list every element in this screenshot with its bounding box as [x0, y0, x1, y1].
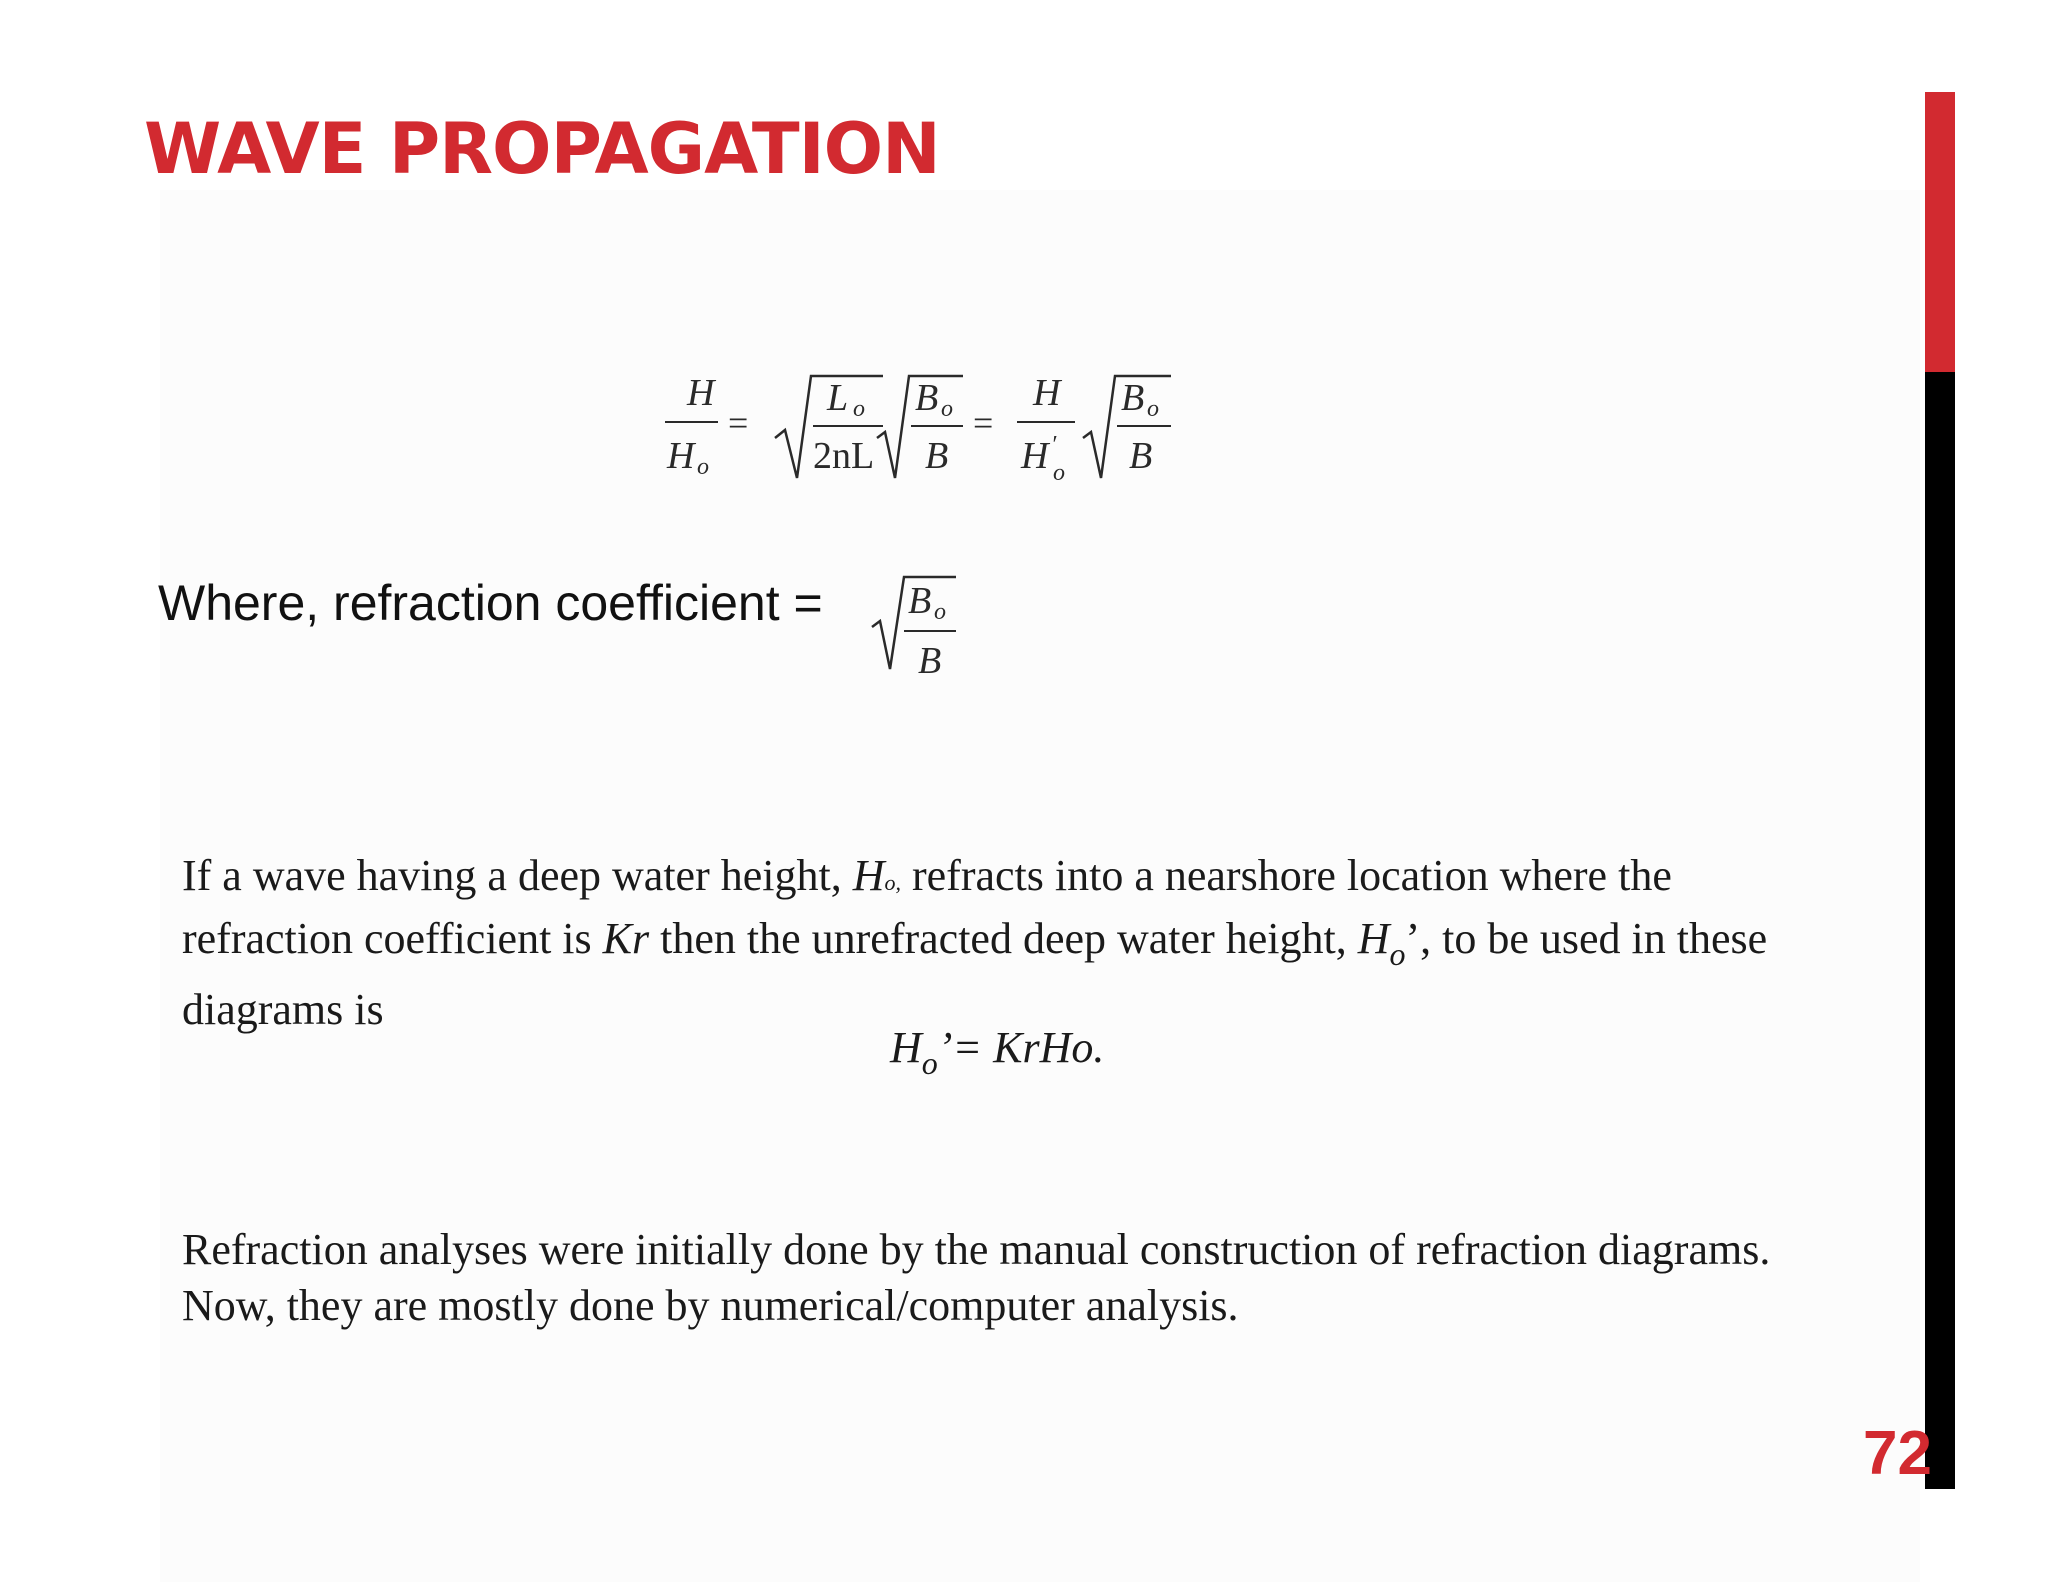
formula-r1-num-sub: o: [853, 396, 865, 422]
formula-lhs-num: H: [687, 372, 715, 414]
formula-f3-den: H: [1021, 435, 1049, 477]
side-bar: [1925, 92, 1955, 1489]
formula-r2-num: B: [915, 377, 939, 419]
coefficient-num: B: [908, 580, 932, 622]
formula-r3-num-sub: o: [1147, 396, 1159, 422]
formula-f3-den-prime: ′: [1051, 432, 1057, 458]
equation-rhs: ’= KrHo.: [937, 1023, 1105, 1072]
para1-h2: H: [1357, 914, 1390, 963]
formula-lhs-den-sub: o: [697, 454, 709, 480]
formula-r1-den: 2nL: [813, 435, 875, 477]
coefficient-den: B: [918, 640, 942, 682]
coefficient-num-sub: o: [934, 599, 946, 625]
formula-r1-num: L: [827, 377, 849, 419]
refraction-formula: [655, 360, 1195, 500]
para1-h: H: [852, 851, 885, 900]
formula-equals-2: =: [973, 403, 994, 443]
formula-r3-num: B: [1121, 377, 1145, 419]
paragraph-unrefracted-height: [182, 848, 1822, 1038]
para1-h-sub: o,: [884, 870, 901, 895]
para1-text-4: ’, to be used in these diagrams is: [182, 914, 1768, 1034]
formula-r2-num-sub: o: [941, 396, 953, 422]
equation-sub: o: [921, 1045, 938, 1081]
formula-f3-den-sub: o: [1053, 460, 1065, 486]
formula-equals-1: =: [728, 403, 749, 443]
formula-r3-den: B: [1129, 435, 1153, 477]
slide-title: WAVE PROPAGATION: [144, 108, 940, 190]
para1-h2-sub: o: [1389, 936, 1406, 972]
paragraph-refraction-analyses: Refraction analyses were initially done by the manual construction of refraction diagrams. Now, they are mostly done by numerical/computer analysis.: [182, 1225, 1771, 1330]
side-bar-accent: [1925, 92, 1955, 372]
formula-r2-den: B: [925, 435, 949, 477]
para1-text-3: then the unrefracted deep water height,: [649, 914, 1358, 963]
equation-h: H: [890, 1023, 922, 1072]
para1-text-1: If a wave having a deep water height,: [182, 851, 853, 900]
page-number: 72: [1863, 1419, 1932, 1488]
formula-f3-num: H: [1033, 372, 1061, 414]
formula-lhs-den: H: [667, 435, 695, 477]
refraction-coefficient-label: Where, refraction coefficient =: [158, 575, 823, 631]
para1-text-2: refracts into a nearshore location where the refraction coefficient is: [182, 851, 1672, 963]
para1-kr: Kr: [602, 914, 650, 963]
unrefracted-height-equation: [890, 1020, 1104, 1091]
refraction-coefficient-formula: [860, 565, 980, 685]
